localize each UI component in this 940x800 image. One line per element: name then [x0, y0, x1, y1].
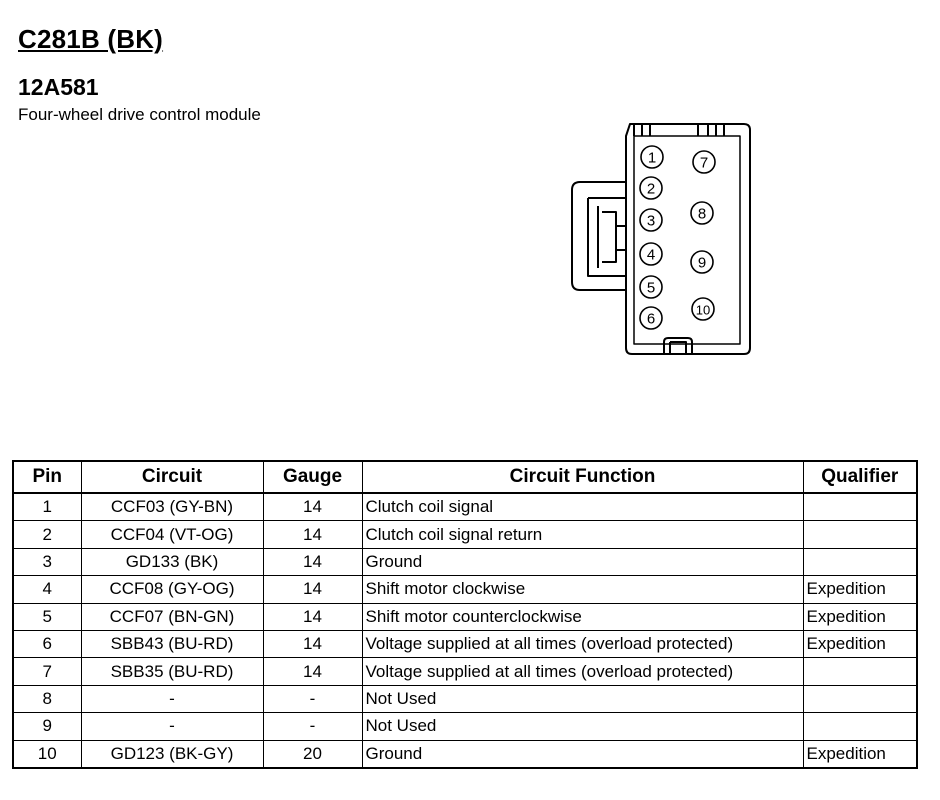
connector-pin-label: 7	[699, 154, 709, 172]
table-header-row	[13, 461, 917, 493]
table-row	[13, 658, 917, 685]
cell-pin: 7	[13, 658, 81, 685]
table-row	[13, 630, 917, 657]
cell-circuit-function: Shift motor counterclockwise	[362, 603, 803, 630]
cell-gauge: 14	[263, 630, 362, 657]
cell-circuit-function: Not Used	[362, 685, 803, 712]
connector-key-top-left	[634, 124, 650, 136]
table-row	[13, 713, 917, 740]
cell-circuit-function: Shift motor clockwise	[362, 576, 803, 603]
table-row	[13, 548, 917, 575]
cell-gauge: 14	[263, 658, 362, 685]
cell-gauge: 14	[263, 603, 362, 630]
cell-qualifier: Expedition	[803, 603, 917, 630]
connector-pin-label: 9	[697, 254, 707, 272]
cell-circuit-function: Ground	[362, 548, 803, 575]
cell-qualifier: Expedition	[803, 576, 917, 603]
cell-circuit: CCF07 (BN-GN)	[81, 603, 263, 630]
cell-circuit-function: Voltage supplied at all times (overload protected)	[362, 630, 803, 657]
part-description: Four-wheel drive control module	[18, 105, 261, 124]
connector-key-bottom	[664, 338, 692, 354]
col-header-pin: Pin	[13, 461, 81, 493]
cell-qualifier	[803, 521, 917, 548]
connector-pin-label: 5	[646, 279, 656, 297]
connector-key-top-right	[698, 124, 724, 136]
cell-qualifier	[803, 493, 917, 521]
col-header-circuit-function: Circuit Function	[362, 461, 803, 493]
connector-pin-label: 8	[697, 205, 707, 223]
cell-qualifier	[803, 658, 917, 685]
cell-circuit: GD123 (BK-GY)	[81, 740, 263, 768]
cell-qualifier: Expedition	[803, 630, 917, 657]
part-number: 12A581	[18, 74, 99, 100]
cell-pin: 9	[13, 713, 81, 740]
cell-circuit: SBB35 (BU-RD)	[81, 658, 263, 685]
cell-qualifier	[803, 685, 917, 712]
table-row	[13, 603, 917, 630]
cell-pin: 4	[13, 576, 81, 603]
cell-qualifier	[803, 548, 917, 575]
cell-gauge: -	[263, 685, 362, 712]
cell-pin: 5	[13, 603, 81, 630]
cell-qualifier: Expedition	[803, 740, 917, 768]
connector-pin-label: 4	[646, 246, 656, 264]
table-row	[13, 493, 917, 521]
connector-pin-label: 2	[646, 180, 656, 198]
cell-circuit: -	[81, 713, 263, 740]
cell-circuit: CCF04 (VT-OG)	[81, 521, 263, 548]
cell-circuit-function: Ground	[362, 740, 803, 768]
cell-pin: 1	[13, 493, 81, 521]
cell-pin: 6	[13, 630, 81, 657]
cell-gauge: 14	[263, 521, 362, 548]
col-header-circuit: Circuit	[81, 461, 263, 493]
cell-circuit: SBB43 (BU-RD)	[81, 630, 263, 657]
col-header-gauge: Gauge	[263, 461, 362, 493]
cell-circuit: CCF03 (GY-BN)	[81, 493, 263, 521]
connector-pin-label: 10	[695, 302, 711, 318]
cell-gauge: 14	[263, 548, 362, 575]
cell-circuit-function: Clutch coil signal	[362, 493, 803, 521]
cell-circuit: -	[81, 685, 263, 712]
cell-circuit: CCF08 (GY-OG)	[81, 576, 263, 603]
cell-pin: 3	[13, 548, 81, 575]
cell-circuit-function: Voltage supplied at all times (overload protected)	[362, 658, 803, 685]
table-row	[13, 576, 917, 603]
connector-pin-label: 1	[647, 149, 657, 167]
connector-pin-label: 6	[646, 310, 656, 328]
cell-gauge: 14	[263, 576, 362, 603]
table-row	[13, 685, 917, 712]
cell-circuit: GD133 (BK)	[81, 548, 263, 575]
pinout-table	[12, 460, 918, 769]
cell-qualifier	[803, 713, 917, 740]
connector-id-title: C281B (BK)	[18, 24, 164, 54]
cell-pin: 2	[13, 521, 81, 548]
table-row	[13, 521, 917, 548]
cell-gauge: -	[263, 713, 362, 740]
cell-circuit-function: Clutch coil signal return	[362, 521, 803, 548]
table-row	[13, 740, 917, 768]
connector-face-diagram	[560, 118, 760, 364]
cell-pin: 8	[13, 685, 81, 712]
cell-gauge: 14	[263, 493, 362, 521]
col-header-qualifier: Qualifier	[803, 461, 917, 493]
connector-pin-label: 3	[646, 212, 656, 230]
cell-circuit-function: Not Used	[362, 713, 803, 740]
cell-pin: 10	[13, 740, 81, 768]
cell-gauge: 20	[263, 740, 362, 768]
